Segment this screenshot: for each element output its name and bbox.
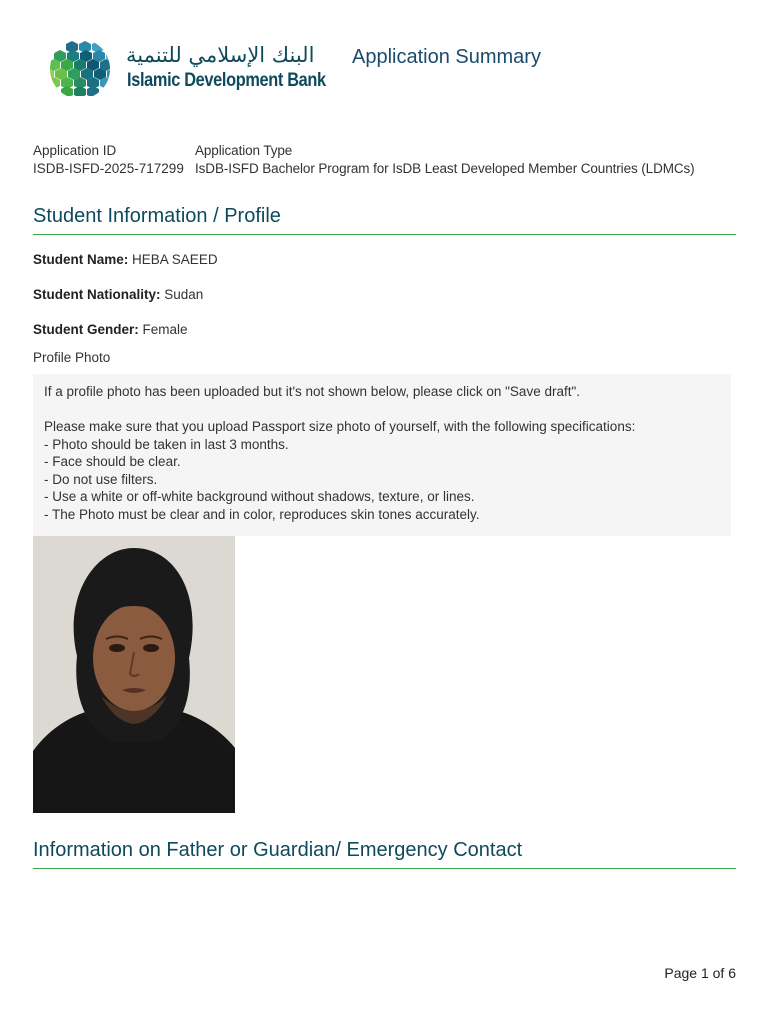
application-id-block bbox=[33, 142, 184, 178]
page-title: Application Summary bbox=[352, 46, 541, 68]
student-name-field bbox=[33, 252, 218, 267]
application-id-value: ISDB-ISFD-2025-717299 bbox=[33, 161, 184, 176]
notice-bullet: - Do not use filters. bbox=[44, 471, 158, 487]
application-type-block bbox=[195, 142, 695, 178]
student-gender-field bbox=[33, 322, 188, 337]
logo-arabic-text: البنك الإسلامي للتنمية bbox=[126, 43, 315, 67]
student-name-value: HEBA SAEED bbox=[132, 252, 218, 267]
student-gender-label: Student Gender: bbox=[33, 322, 139, 337]
application-type-label: Application Type bbox=[195, 143, 293, 158]
notice-bullet: - Photo should be taken in last 3 months. bbox=[44, 436, 289, 452]
student-nationality-field bbox=[33, 287, 203, 302]
logo-english-text: Islamic Development Bank bbox=[127, 70, 326, 91]
guardian-section-title: Information on Father or Guardian/ Emergency Contact bbox=[33, 839, 736, 869]
application-id-label: Application ID bbox=[33, 143, 117, 158]
application-type-value: IsDB-ISFD Bachelor Program for IsDB Least Developed Member Countries (LDMCs) bbox=[195, 161, 695, 176]
profile-photo bbox=[33, 536, 235, 813]
isdb-logo-icon bbox=[36, 38, 124, 96]
notice-line-save-draft: If a profile photo has been uploaded but it's not shown below, please click on "Save draft". bbox=[44, 384, 581, 399]
notice-bullet: - Face should be clear. bbox=[44, 454, 181, 469]
notice-line-specs: Please make sure that you upload Passport size photo of yourself, with the following specifications: bbox=[44, 419, 636, 434]
profile-photo-label: Profile Photo bbox=[33, 350, 111, 365]
notice-bullet: - Use a white or off-white background without shadows, texture, or lines. bbox=[44, 489, 475, 504]
student-nationality-value: Sudan bbox=[164, 287, 204, 302]
student-gender-value: Female bbox=[142, 322, 188, 337]
student-section-title: Student Information / Profile bbox=[33, 205, 736, 235]
student-name-label: Student Name: bbox=[33, 252, 129, 267]
page-number: Page 1 of 6 bbox=[664, 965, 736, 981]
notice-bullet: - The Photo must be clear and in color, reproduces skin tones accurately. bbox=[44, 506, 480, 522]
student-nationality-label: Student Nationality: bbox=[33, 287, 161, 302]
photo-instructions-notice bbox=[33, 374, 731, 536]
